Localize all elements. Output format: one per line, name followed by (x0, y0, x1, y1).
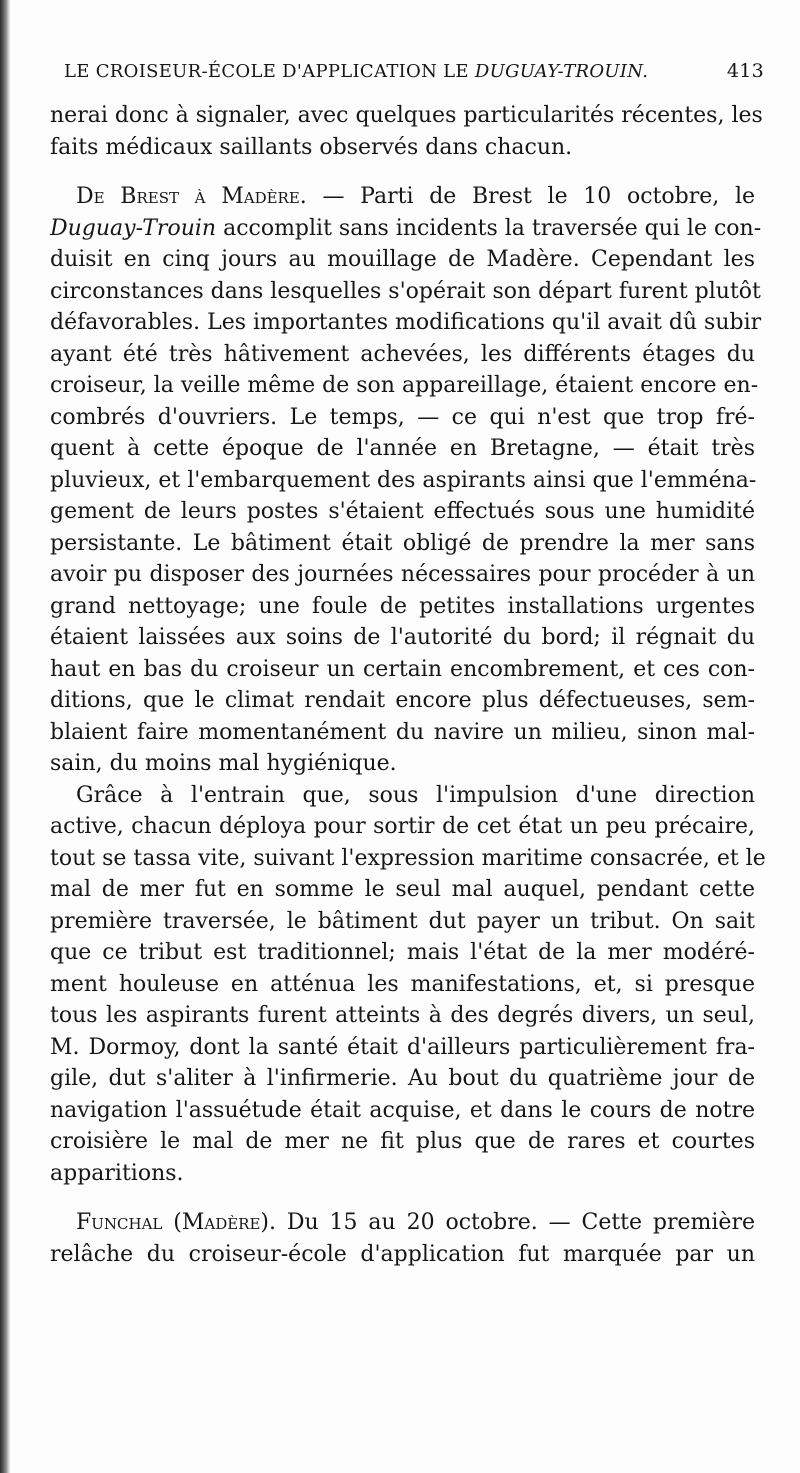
text-line: tout se tassa vite, suivant l'expression maritime consacrée, et le (50, 845, 766, 871)
page-gutter-shadow (0, 0, 10, 1473)
page-number: 413 (726, 60, 764, 82)
text-line: première traversée, le bâtiment dut payer un tribut. On sait (50, 908, 755, 934)
text-line: avoir pu disposer des journées nécessaires pour procéder à un (50, 562, 755, 587)
text-line: que ce tribut est traditionnel; mais l'état de la mer modéré- (50, 940, 755, 965)
body-text (50, 100, 766, 1270)
text-line: blaient faire momentanément du navire un milieu, sinon mal- (50, 719, 755, 745)
text-line: gement de leurs postes s'étaient effectués sous une humidité (50, 499, 755, 524)
section-line-funchal: Funchal (Madère). Du 15 au 20 octobre. — Cette première (76, 1210, 755, 1235)
text-line: ditions, que le climat rendait encore plus défectueuses, sem- (50, 688, 755, 713)
text-line: relâche du croiseur-école d'application fut marquée par un (50, 1241, 755, 1267)
text-line: défavorables. Les importantes modifications qu'il avait dû subir (50, 310, 762, 335)
text-line: navigation l'assuétude était acquise, et dans le cours de notre (50, 1097, 755, 1123)
section-line-brest-madere: De Brest à Madère. — Parti de Brest le 10 octobre, le (76, 184, 755, 209)
text-line: pluvieux, et l'embarquement des aspirants ainsi que l'emména- (50, 467, 757, 493)
text-line: croiseur, la veille même de son appareillage, étaient encore en- (50, 373, 759, 398)
text-line: Duguay-Trouin accomplit sans incidents la traversée qui le con- (50, 215, 762, 241)
text-line: grand nettoyage; une foule de petites installations urgentes (50, 593, 755, 619)
text-line: sain, du moins mal hygiénique. (50, 751, 397, 776)
text-line: ayant été très hâtivement achevées, les différents étages du (50, 341, 755, 367)
ship-name-header: DUGUAY-TROUIN. (474, 61, 649, 82)
text-line: haut en bas du croiseur un certain encombrement, et ces con- (50, 656, 755, 682)
text-line: croisière le mal de mer ne fit plus que de rares et courtes (50, 1129, 755, 1154)
ship-name: Duguay-Trouin (50, 215, 217, 241)
paragraph-gap (50, 1189, 755, 1207)
text-line: quent à cette époque de l'année en Bretagne, — était très (50, 436, 755, 461)
text-line: Grâce à l'entrain que, sous l'impulsion d'une direction (76, 782, 755, 808)
text-line: apparitions. (50, 1160, 184, 1186)
text-line: gile, dut s'aliter à l'infirmerie. Au bout du quatrième jour de (50, 1066, 755, 1091)
text-line: combrés d'ouvriers. Le temps, — ce qui n'est que trop fré- (50, 404, 755, 430)
text-line: persistante. Le bâtiment était obligé de prendre la mer sans (50, 530, 755, 556)
running-header (64, 60, 764, 88)
text-line: faits médicaux saillants observés dans chacun. (50, 134, 573, 160)
text-line: nerai donc à signaler, avec quelques particularités récentes, les (50, 103, 763, 128)
section-heading-brest-madere: De Brest à Madère. (76, 184, 307, 209)
running-title: LE CROISEUR-ÉCOLE D'APPLICATION LE DUGUAY-TROUIN. (64, 61, 649, 82)
section-heading-funchal: Funchal (Madère). (76, 1210, 276, 1235)
paragraph-gap (50, 163, 755, 181)
text-line: duisit en cinq jours au mouillage de Madère. Cependant les (50, 247, 755, 272)
text-line: ment houleuse en atténua les manifestations, et, si presque (50, 971, 755, 997)
text-line: mal de mer fut en somme le seul mal auquel, pendant cette (50, 877, 755, 902)
text-line: circonstances dans lesquelles s'opérait son départ furent plutôt (50, 278, 761, 304)
text-line: étaient laissées aux soins de l'autorité du bord; il régnait du (50, 625, 755, 650)
text-line: active, chacun déploya pour sortir de cet état un peu précaire, (50, 814, 755, 839)
text-line: M. Dormoy, dont la santé était d'ailleurs particulièrement fra- (50, 1034, 755, 1060)
text-line: tous les aspirants furent atteints à des degrés divers, un seul, (50, 1003, 755, 1028)
